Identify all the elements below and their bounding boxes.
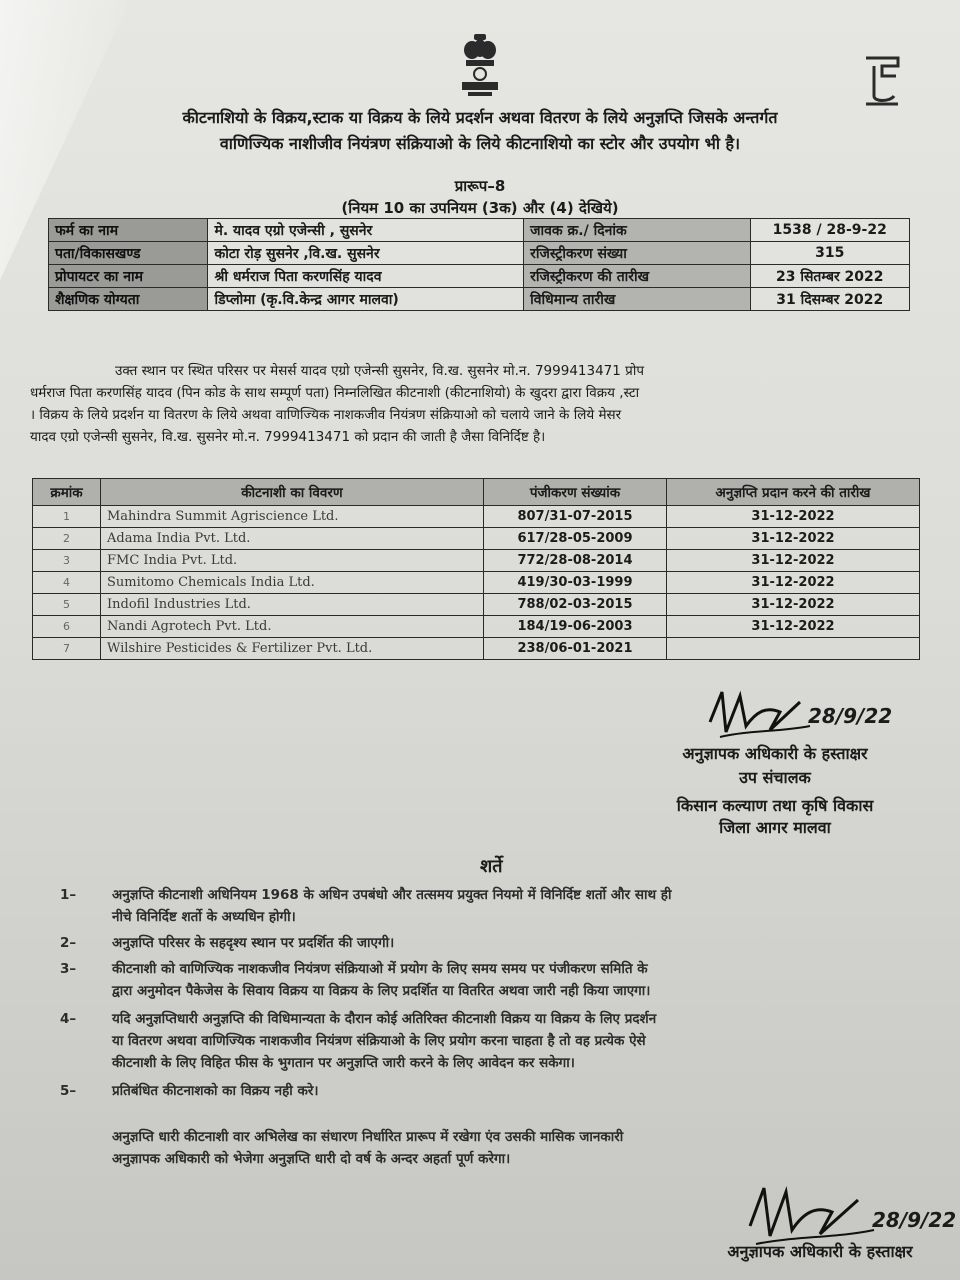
term-item [60, 958, 930, 1002]
license-paragraph [30, 360, 920, 448]
registration-cell: 184/19-06-2003 [484, 616, 667, 638]
company-cell: Mahindra Summit Agriscience Ltd. [101, 506, 484, 528]
info-row [49, 219, 910, 242]
term-line: प्रतिबंधित कीटनाशको का विक्रय नही करे। [112, 1083, 319, 1099]
term-number: 1– [60, 887, 77, 903]
term-number: 4– [60, 1011, 77, 1027]
signatory-title: अनुज्ञापक अधिकारी के हस्ताक्षर [682, 744, 868, 763]
term-item [60, 932, 930, 954]
term-line: कीटनाशी के लिए विहित फीस के भुगतान पर अनुज्ञप्ति जारी करने के लिए आवेदन कर सकेगा। [112, 1055, 575, 1071]
table-row [33, 616, 920, 638]
header-title-line2: वाणिज्यिक नाशीजीव नियंत्रण संक्रियाओ के लिये कीटनाशियो का स्टोर और उपयोग भी है। [219, 134, 741, 153]
term-item [60, 1126, 930, 1170]
registration-cell: 238/06-01-2021 [484, 638, 667, 660]
term-line: यदि अनुज्ञप्तिधारी अनुज्ञप्ति की विधिमान्यता के दौरान कोई अतिरिक्त कीटनाशी विक्रय या विक्रय के लिए प्रदर्शन [112, 1011, 657, 1027]
term-item [60, 1008, 930, 1074]
column-header: क्रमांक [33, 479, 101, 506]
table-row [33, 572, 920, 594]
term-item [60, 884, 930, 928]
info-value: डिप्लोमा (कृ.वि.केन्द्र आगर मालवा) [208, 288, 524, 311]
term-number: 3– [60, 961, 77, 977]
form-number: प्रारूप–8 [454, 177, 506, 195]
info-label: प्रोपायटर का नाम [49, 265, 208, 288]
info-row [49, 265, 910, 288]
info-label: शैक्षणिक योग्यता [49, 288, 208, 311]
date-cell: 31-12-2022 [667, 616, 920, 638]
info-mid-label: रजिस्ट्रीकरण संख्या [524, 242, 750, 265]
registration-cell: 788/02-03-2015 [484, 594, 667, 616]
table-row [33, 550, 920, 572]
handwritten-date: 28/9/22 [872, 1208, 957, 1232]
date-cell: 31-12-2022 [667, 550, 920, 572]
serial-cell: 5 [33, 594, 101, 616]
date-cell: 31-12-2022 [667, 572, 920, 594]
info-value: कोटा रोड़ सुसनेर ,वि.ख. सुसनेर [208, 242, 524, 265]
info-right-value: 315 [750, 242, 910, 265]
company-cell: FMC India Pvt. Ltd. [101, 550, 484, 572]
info-value: मे. यादव एग्रो एजेन्सी , सुसनेर [208, 219, 524, 242]
info-value: श्री धर्मराज पिता करणसिंह यादव [208, 265, 524, 288]
signatory-department: किसान कल्याण तथा कृषि विकास [676, 796, 874, 815]
info-label: पता/विकासखण्ड [49, 242, 208, 265]
paragraph-line: धर्मराज पिता करणसिंह यादव (पिन कोड के साथ सम्पूर्ण पता) निम्नलिखित कीटनाशी (कीटनाशियो) के खुदरा द्वारा विक्रय ,स्टा [30, 385, 640, 401]
column-header: पंजीकरण संख्यांक [484, 479, 667, 506]
serial-cell: 2 [33, 528, 101, 550]
date-cell: 31-12-2022 [667, 528, 920, 550]
date-cell: 31-12-2022 [667, 594, 920, 616]
signatory-title: अनुज्ञापक अधिकारी के हस्ताक्षर [727, 1242, 913, 1261]
info-mid-label: रजिस्ट्रीकरण की तारीख [524, 265, 750, 288]
info-right-value: 31 दिसम्बर 2022 [750, 288, 910, 311]
term-line: कीटनाशी को वाणिज्यिक नाशकजीव नियंत्रण संक्रियाओ में प्रयोग के लिए समय समय पर पंजीकरण समिति के [112, 961, 648, 977]
info-mid-label: जावक क्र./ दिनांक [524, 219, 750, 242]
term-line: द्वारा अनुमोदन पैकेजेस के सिवाय विक्रय या विक्रय के लिए प्रदर्शित या वितरित अथवा जारी नही किया जाएगा। [112, 983, 651, 999]
registration-cell: 419/30-03-1999 [484, 572, 667, 594]
table-row [33, 638, 920, 660]
info-row [49, 242, 910, 265]
national-emblem-icon [452, 30, 508, 100]
license-info-table [48, 218, 910, 311]
serial-cell: 7 [33, 638, 101, 660]
serial-cell: 6 [33, 616, 101, 638]
registration-cell: 617/28-05-2009 [484, 528, 667, 550]
serial-cell: 3 [33, 550, 101, 572]
company-cell: Adama India Pvt. Ltd. [101, 528, 484, 550]
term-item [60, 1080, 930, 1102]
term-line: अनुज्ञप्ति धारी कीटनाशी वार अभिलेख का संधारण निर्धारित प्रारूप में रखेगा एंव उसकी मासिक जानकारी [112, 1129, 624, 1145]
term-line: अनुज्ञप्ति कीटनाशी अधिनियम 1968 के अधिन उपबंधो और तत्समय प्रयुक्त नियमो में विनिर्दिष्ट शर्तो और साथ ही [112, 887, 672, 903]
term-number: 5– [60, 1083, 77, 1099]
info-right-value: 23 सितम्बर 2022 [750, 265, 910, 288]
rule-reference: (नियम 10 का उपनियम (3क) और (4) देखिये) [341, 199, 619, 217]
table-row [33, 506, 920, 528]
serial-cell: 1 [33, 506, 101, 528]
term-line: या वितरण अथवा वाणिज्यिक नाशकजीव नियंत्रण संक्रियाओ के लिए प्रयोग करना चाहता है तो वह प्रत्येक ऐसे [112, 1033, 646, 1049]
term-line: अनुज्ञप्ति परिसर के सहदृश्य स्थान पर प्रदर्शित की जाएगी। [112, 935, 395, 951]
info-label: फर्म का नाम [49, 219, 208, 242]
term-number: 2– [60, 935, 77, 951]
signatory-designation: उप संचालक [739, 768, 811, 787]
company-cell: Wilshire Pesticides & Fertilizer Pvt. Ltd. [101, 638, 484, 660]
registration-cell: 807/31-07-2015 [484, 506, 667, 528]
column-header: अनुज्ञप्ति प्रदान करने की तारीख [667, 479, 920, 506]
header-title-line1: कीटनाशियो के विक्रय,स्टाक या विक्रय के लिये प्रदर्शन अथवा वितरण के लिये अनुज्ञप्ति जिसके अन्तर्गत [182, 108, 778, 127]
table-row [33, 594, 920, 616]
paragraph-line: उक्त स्थान पर स्थित परिसर पर मेसर्स यादव एग्रो एजेन्सी सुसनेर, वि.ख. सुसनेर मो.न. 7999413471 प्रोप [115, 363, 644, 379]
signatory-district: जिला आगर मालवा [719, 818, 831, 837]
serial-cell: 4 [33, 572, 101, 594]
paragraph-line: । विक्रय के लिये प्रदर्शन या वितरण के लिये अथवा वाणिज्यिक नाशकजीव नियंत्रण संक्रियाओ को चलाये जाने के लिये मेसर [30, 407, 622, 423]
info-row [49, 288, 910, 311]
info-right-value: 1538 / 28-9-22 [750, 219, 910, 242]
table-row [33, 528, 920, 550]
term-line: अनुज्ञापक अधिकारी को भेजेगा अनुज्ञप्ति धारी दो वर्ष के अन्दर अहर्ता पूर्ण करेगा। [112, 1151, 511, 1167]
company-cell: Nandi Agrotech Pvt. Ltd. [101, 616, 484, 638]
date-cell: 31-12-2022 [667, 506, 920, 528]
date-cell [667, 638, 920, 660]
info-mid-label: विधिमान्य तारीख [524, 288, 750, 311]
term-line: नीचे विनिर्दिष्ट शर्तो के अध्यधिन होगी। [112, 909, 296, 925]
company-cell: Sumitomo Chemicals India Ltd. [101, 572, 484, 594]
company-cell: Indofil Industries Ltd. [101, 594, 484, 616]
column-header: कीटनाशी का विवरण [101, 479, 484, 506]
handwritten-date: 28/9/22 [808, 704, 893, 728]
terms-title: शर्ते [480, 856, 503, 877]
products-table [32, 478, 920, 660]
department-logo-icon [860, 52, 904, 108]
products-header-row [33, 479, 920, 506]
registration-cell: 772/28-08-2014 [484, 550, 667, 572]
paragraph-line: यादव एग्रो एजेन्सी सुसनेर, वि.ख. सुसनेर मो.न. 7999413471 को प्रदान की जाती है जैसा विनिर्दिष्ट है। [30, 429, 546, 445]
